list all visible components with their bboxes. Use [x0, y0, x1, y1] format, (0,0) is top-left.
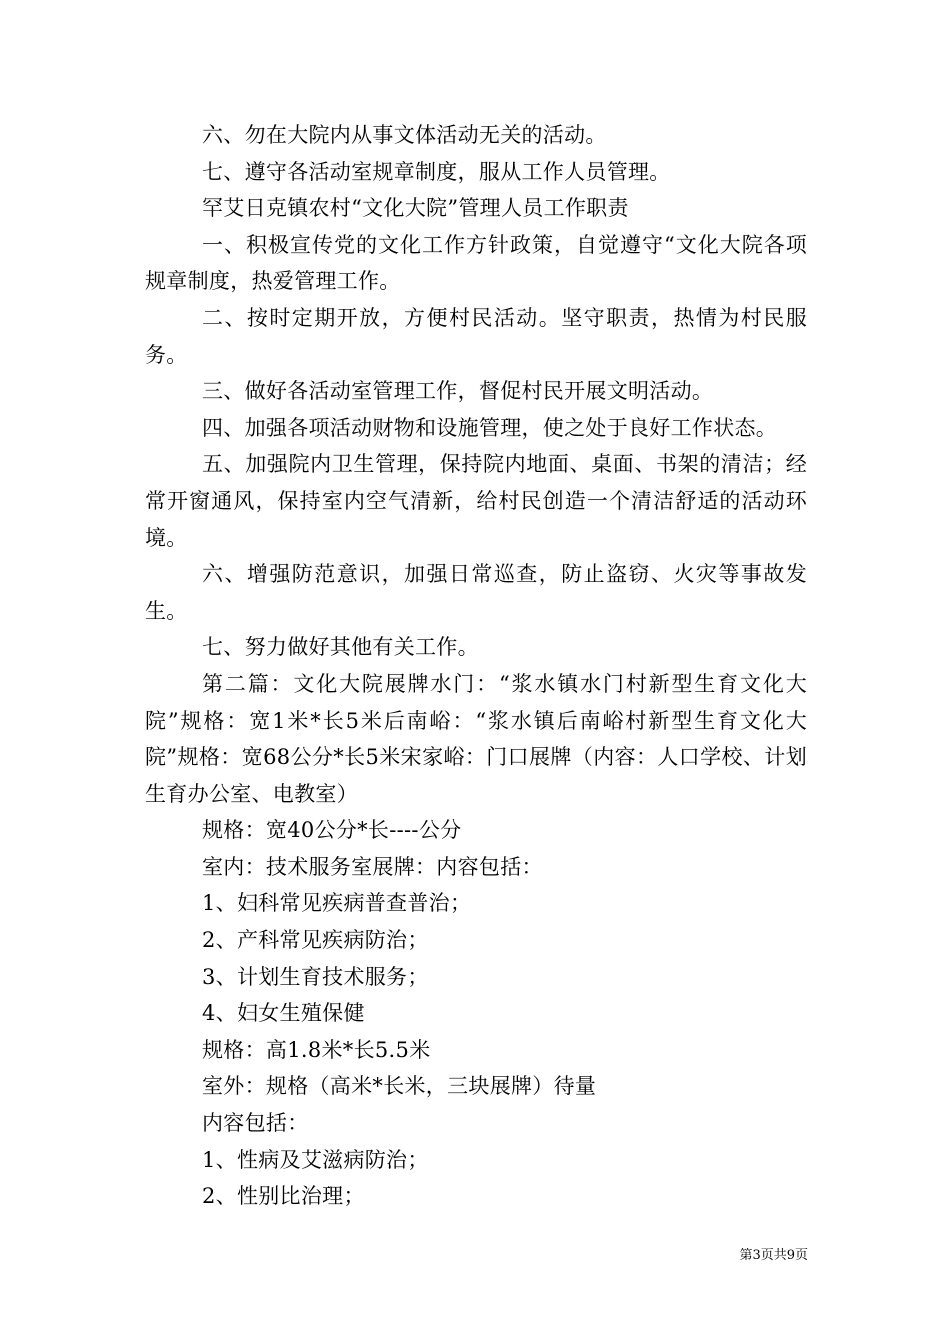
paragraph-2: 七、遵守各活动室规章制度，服从工作人员管理。: [202, 159, 671, 184]
paragraph-7: 四、加强各项活动财物和设施管理，使之处于良好工作状态。: [202, 415, 778, 440]
paragraph-19: 室外：规格（高米*长米，三块展牌）待量: [202, 1074, 597, 1099]
paragraph-20: 内容包括：: [202, 1111, 309, 1136]
paragraph-12: 规格：宽40公分*长----公分: [202, 818, 462, 843]
page-number: 第3页共9页: [739, 1248, 808, 1263]
list-item: 3、计划生育技术服务；: [202, 964, 429, 989]
paragraph-8: 五、加强院内卫生管理，保持院内地面、桌面、书架的清洁；经常开窗通风，保持室内空气清新，给村民创造一个清洁舒适的活动环境。: [145, 452, 807, 550]
paragraph-10: 七、努力做好其他有关工作。: [202, 635, 479, 660]
paragraph-13: 室内：技术服务室展牌：内容包括：: [202, 854, 543, 879]
paragraph-11: 第二篇：文化大院展牌水门：“浆水镇水门村新型生育文化大院”规格：宽1米*长5米后南峪：“浆水镇后南峪村新型生育文化大院”规格：宽68公分*长5米宋家峪：门口展牌（内容：人口学校、计划生育办公室、电教室）: [145, 671, 807, 806]
list-item: 2、性别比治理；: [202, 1184, 365, 1209]
list-item: 1、性病及艾滋病防治；: [202, 1147, 429, 1172]
list-item: 4、妇女生殖保健: [202, 1001, 365, 1026]
document-body: [145, 117, 807, 1215]
paragraph-6: 三、做好各活动室管理工作，督促村民开展文明活动。: [202, 379, 714, 404]
section-heading: 罕艾日克镇农村“文化大院”管理人员工作职责: [202, 196, 629, 221]
paragraph-18: 规格：高1.8米*长5.5米: [202, 1037, 431, 1062]
list-item: 1、妇科常见疾病普查普治；: [202, 891, 472, 916]
paragraph-5: 二、按时定期开放，方便村民活动。坚守职责，热情为村民服务。: [145, 305, 807, 367]
paragraph-1: 六、勿在大院内从事文体活动无关的活动。: [202, 123, 607, 147]
paragraph-9: 六、增强防范意识，加强日常巡查，防止盗窃、火灾等事故发生。: [145, 562, 807, 623]
paragraph-4: 一、积极宣传党的文化工作方针政策，自觉遵守“文化大院各项规章制度，热爱管理工作。: [145, 232, 807, 294]
list-item: 2、产科常见疾病防治；: [202, 928, 429, 953]
